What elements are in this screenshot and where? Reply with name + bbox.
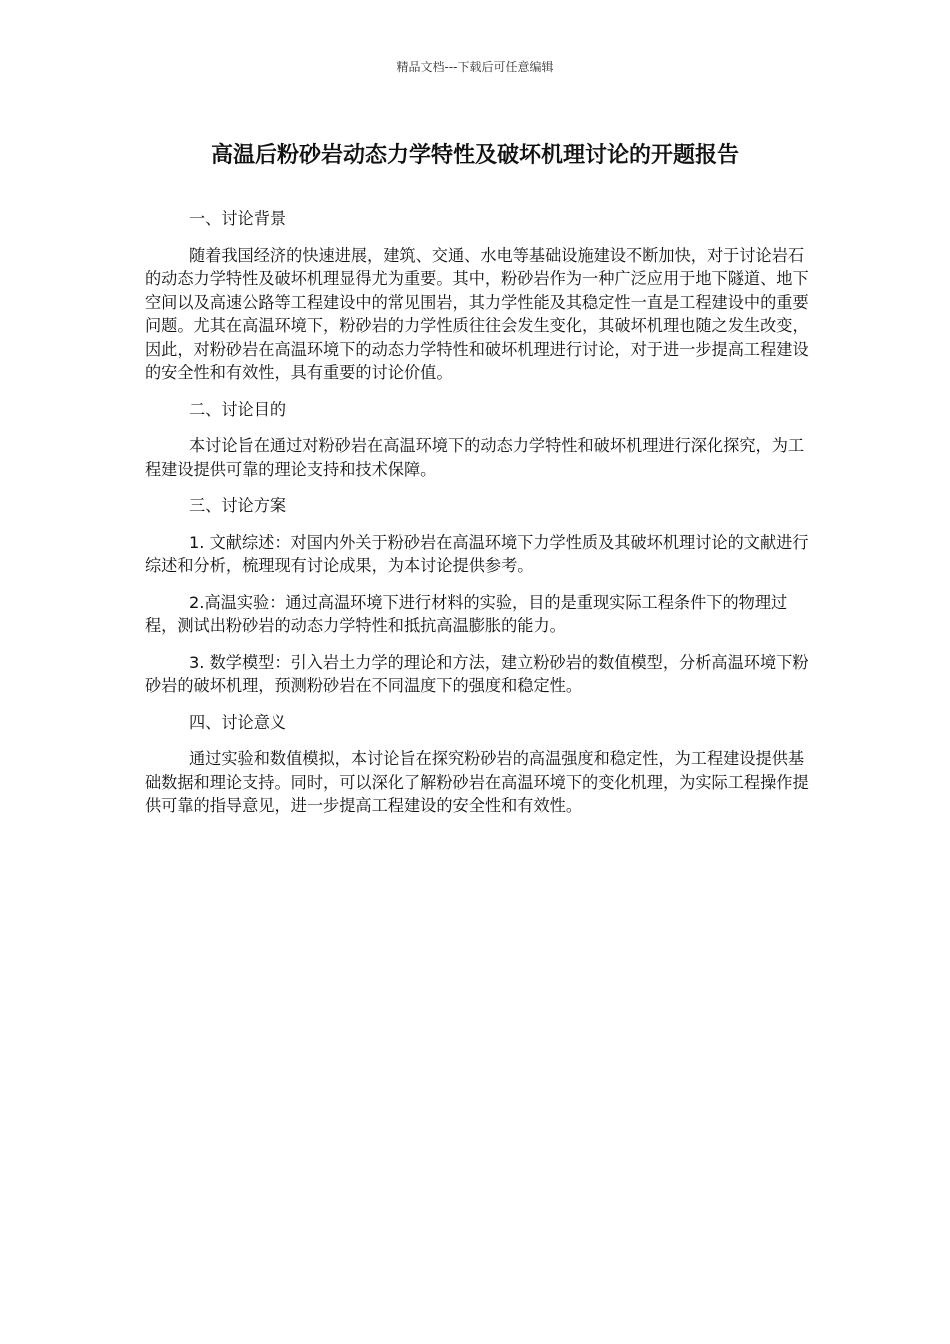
section-heading-significance: 四、讨论意义 — [189, 712, 287, 732]
plan-item-high-temperature-experiment: 2.高温实验：通过高温环境下进行材料的实验，目的是重现实际工程条件下的物理过程，测试出粉砂岩的动态力学特性和抵抗高温膨胀的能力。 — [145, 592, 788, 635]
paragraph-significance: 通过实验和数值模拟，本讨论旨在探究粉砂岩的高温强度和稳定性，为工程建设提供基础数据和理论支持。同时，可以深化了解粉砂岩在高温环境下的变化机理，为实际工程操作提供可靠的指导意见，进一步提高工程建设的安全性和有效性。 — [145, 749, 809, 815]
plan-item-literature-review: 1. 文献综述：对国内外关于粉砂岩在高温环境下力学性质及其破坏机理讨论的文献进行综述和分析，梳理现有讨论成果，为本讨论提供参考。 — [145, 532, 809, 575]
document-body — [145, 207, 813, 831]
section-heading-plan: 三、讨论方案 — [189, 496, 287, 515]
section-heading-background: 一、讨论背景 — [189, 209, 287, 228]
paragraph-purpose: 本讨论旨在通过对粉砂岩在高温环境下的动态力学特性和破坏机理进行深化探究，为工程建设提供可靠的理论支持和技术保障。 — [145, 436, 805, 479]
page-header: 精品文档---下载后可任意编辑 — [396, 60, 554, 74]
section-heading-purpose: 二、讨论目的 — [189, 399, 287, 419]
document-title: 高温后粉砂岩动态力学特性及破坏机理讨论的开题报告 — [210, 143, 739, 168]
paragraph-background: 随着我国经济的快速进展，建筑、交通、水电等基础设施建设不断加快，对于讨论岩石的动态力学特性及破坏机理显得尤为重要。其中，粉砂岩作为一种广泛应用于地下隧道、地下空间以及高速公路等工程建设中的常见围岩，其力学性能及其稳定性一直是工程建设中的重要问题。尤其在高温环境下，粉砂岩的力学性质往往会发生变化，其破坏机理也随之发生改变，因此，对粉砂岩在高温环境下的动态力学特性和破坏机理进行讨论，对于进一步提高工程建设的安全性和有效性，具有重要的讨论价值。 — [145, 245, 809, 382]
plan-item-mathematical-model: 3. 数学模型：引入岩土力学的理论和方法，建立粉砂岩的数值模型，分析高温环境下粉砂岩的破坏机理，预测粉砂岩在不同温度下的强度和稳定性。 — [145, 652, 809, 695]
